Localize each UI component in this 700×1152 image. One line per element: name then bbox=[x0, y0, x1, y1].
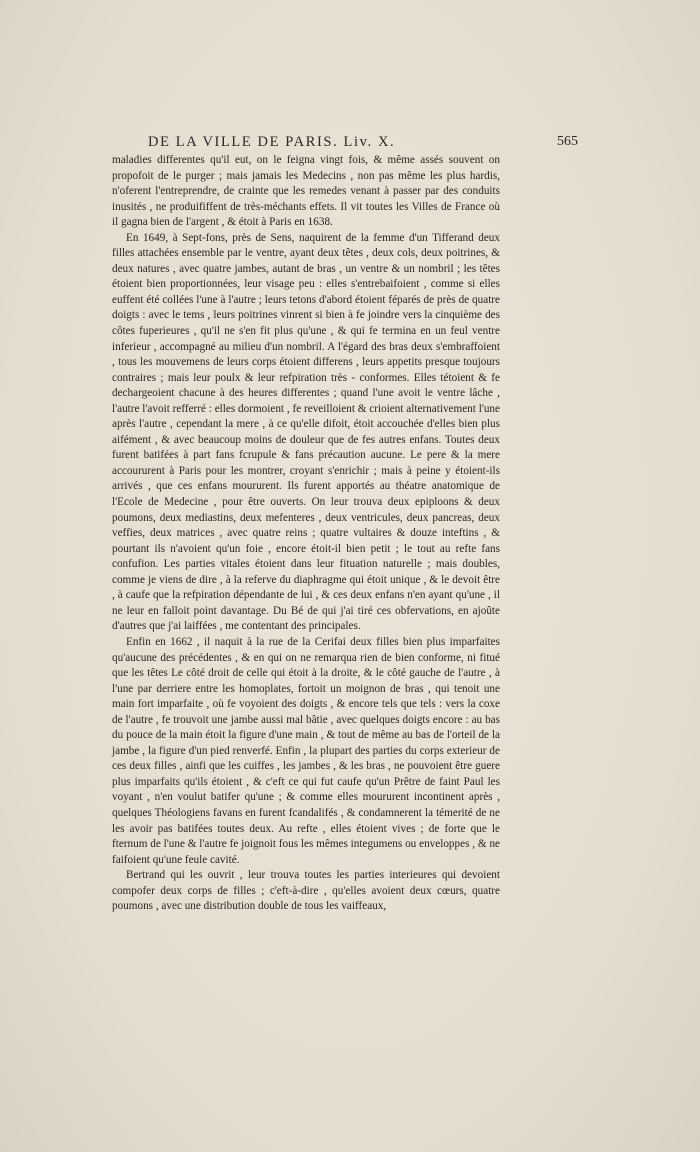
paragraph-1: maladies differentes qu'il eut, on le feigna vingt fois, & même assés souvent on propofoit de le purger ; mais jamais les Medecins , non pas même les plus hardis, n'oferent l'entreprendre, de crainte que les remedes venant à passer par des conduits inusités , ne produififfent de très-méchants effets. Il vit toutes les Villes de France où il gagna bien de l'argent , & étoit à Paris en 1638. bbox=[112, 154, 500, 229]
paragraph-4: Bertrand qui les ouvrit , leur trouva toutes les parties interieures qui devoient compofer deux corps de filles ; c'eft-à-dire , qu'elles avoient deux cœurs, quatre poumons , avec une distribution double de tous les vaiffeaux, bbox=[112, 869, 500, 913]
page-header bbox=[148, 134, 578, 152]
running-title: DE LA VILLE DE PARIS. Liv. X. bbox=[148, 134, 396, 150]
body-text bbox=[112, 153, 500, 915]
page-number: 565 bbox=[557, 134, 578, 149]
paragraph-2: En 1649, à Sept-fons, près de Sens, naquirent de la femme d'un Tifferand deux filles attachées ensemble par le ventre, ayant deux têtes , deux cols, deux poitrines, & deux natures , avec quatre jambes, autant de bras , un ventre & un nombril ; les têtes étoient bien proportionnées, leur visage peu : elles s'entrebaifoient , comme si elles euffent été collées l'une à l'autre ; leurs tetons d'abord étoient féparés de près de quatre doigts : avec le tems , leurs poitrines vinrent si bien à fe joindre vers la cinquième des côtes fuperieures , qu'il ne s'en fit plus qu'une , & qui fe termina en un feul ventre inferieur , accompagné au milieu d'un nombril. A l'égard des bras deux s'embraffoient , tous les mouvemens de leurs corps étoient differens , leurs appetits presque toujours contraires ; mais leur poulx & leur refpiration très - conformes. Elles tétoient & fe dechargeoient chacune à des heures differentes ; quand l'une avoit le ventre lâche , l'autre l'avoit refferré : elles dormoient , fe reveilloient & crioient alternativement l'une après l'autre , cependant la mere , à ce qu'elle difoit, étoit accouchée d'elles bien plus aifément , & avec beaucoup moins de douleur que de fes autres enfans. Toutes deux furent batifées à part fans fcrupule & fans précaution aucune. Le pere & la mere accoururent à Paris pour les montrer, croyant s'enrichir ; mais à peine y étoient-ils arrivés , que ces enfans moururent. Ils furent apportés au théatre anatomique de l'Ecole de Medecine , pour être ouverts. On leur trouva deux epiploons & deux poumons, deux mediastins, deux mefenteres , deux ventricules, deux pancreas, deux veffies, deux matrices , avec quatre reins ; quatre vultaires & douze inteftins , & pourtant ils n'avoient qu'un foie , encore étoit-il bien petit ; le tout au refte fans confufion. Les parties vitales étoient dans leur fituation naturelle ; mais doubles, comme je viens de dire , à la referve du diaphragme qui étoit unique , & le devoit être , à caufe que la refpiration dépendante de lui , & ces deux enfans n'en ayant qu'une , il ne leur en falloit point davantage. Du Bé de qui j'ai tiré ces obfervations, en ajoûte d'autres que j'ai laiffées , me contentant des principales. bbox=[112, 231, 500, 633]
paragraph-3: Enfin en 1662 , il naquit à la rue de la Cerifai deux filles bien plus imparfaites qu'aucune des précédentes , & en qui on ne remarqua rien de bien conforme, ni fitué que les têtes Le côté droit de celle qui étoit à la droite, & le côté gauche de l'autre , à l'une par derriere entre les homoplates, fortoit un moignon de bras , qui tenoit une main fort imparfaite , où fe voyoient des doigts , & encore tels que tels : vers la coxe de l'autre , fe trouvoit une jambe aussi mal bâtie , avec quelques doigts encore : au bas du pouce de la main étoit la figure d'une main , & tout de même au bas de l'orteil de la jambe , la figure d'un pied renverfé. Enfin , la plupart des parties du corps exterieur de ces deux filles , ainfi que les cuiffes , les jambes , & les bras , ne pouvoient être guere plus imparfaits qu'ils étoient , & c'eft ce qui fut caufe qu'un Prêtre de faint Paul les voyant , n'en voulut batifer qu'une ; & comme elles moururent incontinent après , quelques Théologiens favans en furent fcandalifés , & condamnerent la témerité de ne les avoir pas batifées toutes deux. Au refte , elles étoient vives ; de forte que le fternum de l'une & l'autre fe joignoit fous les mêmes integumens ou enveloppes , & ne faifoient qu'une feule cavité. bbox=[112, 635, 500, 866]
